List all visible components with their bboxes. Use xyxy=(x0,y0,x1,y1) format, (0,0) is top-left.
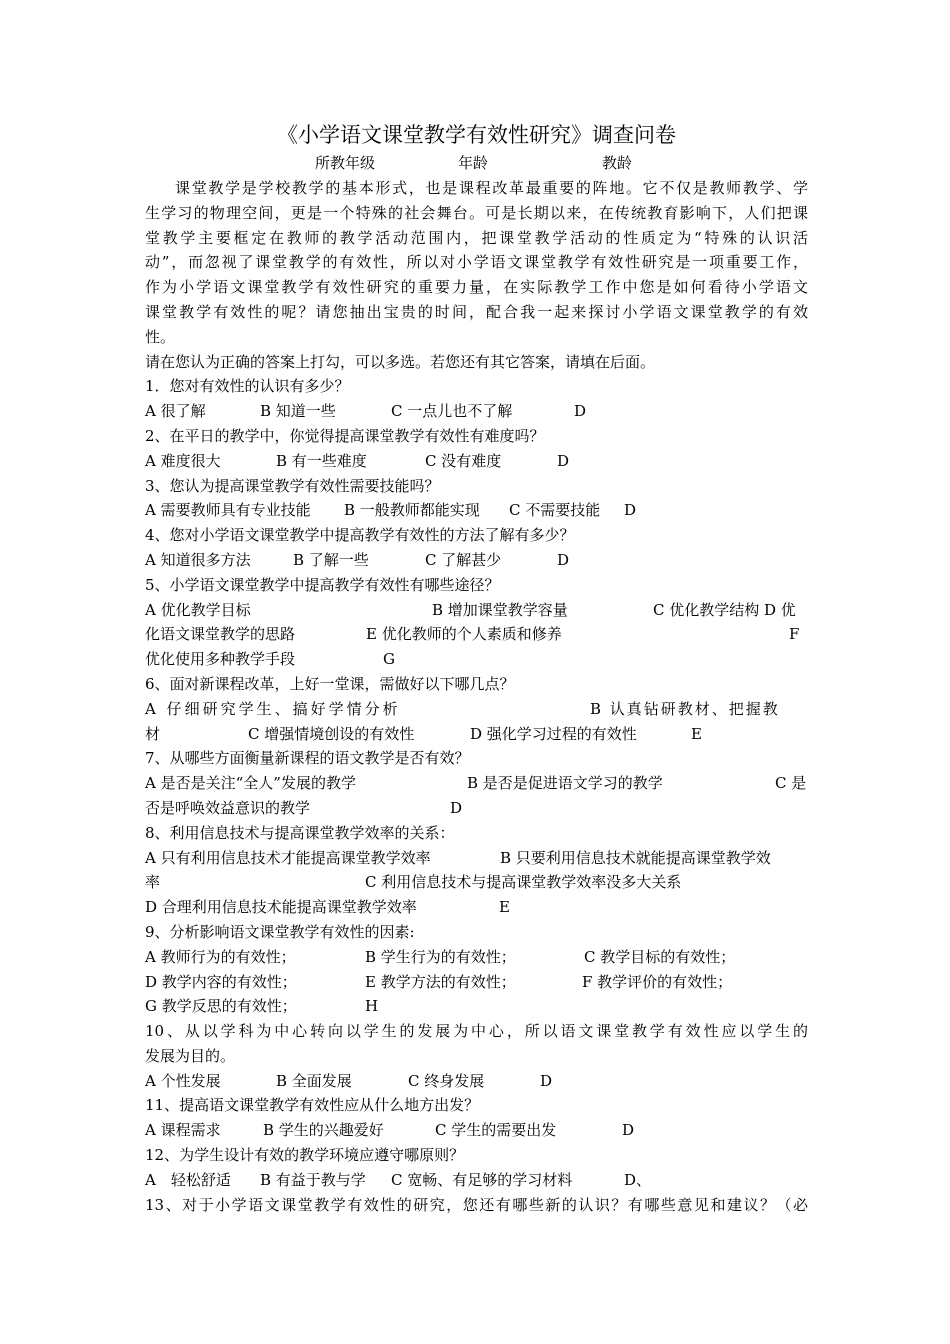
q7-option-c[interactable]: C 是 xyxy=(775,774,807,793)
q5-option-c[interactable]: C 优化教学结构 D 优 xyxy=(653,600,796,619)
q5-option-e[interactable]: E 优化教师的个人素质和修养 xyxy=(366,625,562,644)
q9-option-g[interactable]: G 教学反思的有效性； xyxy=(145,997,297,1016)
q8-option-e[interactable]: E xyxy=(499,898,510,917)
q7-option-c-cont[interactable]: 否是呼唤效益意识的教学 xyxy=(145,798,311,817)
q8-option-c[interactable]: C 利用信息技术与提高课堂教学效率没多大关系 xyxy=(365,873,682,892)
q9-option-d[interactable]: D 教学内容的有效性； xyxy=(145,972,297,991)
q6-option-b[interactable]: B 认真钻研教材、把握教 xyxy=(590,699,780,718)
q9-option-b[interactable]: B 学生行为的有效性； xyxy=(365,947,516,966)
q6-option-a[interactable]: A 仔细研究学生、搞好学情分析 xyxy=(145,699,401,718)
question-5-options-line-2 xyxy=(145,622,808,647)
q9-option-a[interactable]: A 教师行为的有效性； xyxy=(145,947,296,966)
q11-option-c[interactable]: C 学生的需要出发 xyxy=(435,1121,557,1140)
q6-option-c[interactable]: C 增强情境创设的有效性 xyxy=(248,724,415,743)
q4-option-d[interactable]: D xyxy=(557,550,570,569)
header-fields xyxy=(145,152,808,176)
q11-option-b[interactable]: B 学生的兴趣爱好 xyxy=(263,1121,384,1140)
question-1: 1．您对有效性的认识有多少？ xyxy=(145,377,350,396)
q5-option-b[interactable]: B 增加课堂教学容量 xyxy=(432,600,568,619)
q8-option-a[interactable]: A 只有利用信息技术才能提高课堂教学效率 xyxy=(145,848,431,867)
question-4: 4、您对小学语文课堂教学中提高教学有效性的方法了解有多少？ xyxy=(145,526,575,545)
q1-option-a[interactable]: A 很了解 xyxy=(145,402,206,421)
q3-option-d[interactable]: D xyxy=(624,501,637,520)
q6-option-d[interactable]: D 强化学习过程的有效性 xyxy=(470,724,637,743)
q5-option-f[interactable]: F xyxy=(789,625,800,644)
document-title: 《小学语文课堂教学有效性研究》调查问卷 xyxy=(277,123,676,147)
question-5: 5、小学语文课堂教学中提高教学有效性有哪些途径？ xyxy=(145,575,500,594)
q12-option-d[interactable]: D、 xyxy=(624,1170,652,1189)
question-11-options xyxy=(145,1118,808,1143)
q2-option-c[interactable]: C 没有难度 xyxy=(425,451,502,470)
q3-option-b[interactable]: B 一般教师都能实现 xyxy=(344,501,480,520)
question-12: 12、为学生设计有效的教学环境应遵守哪原则？ xyxy=(145,1146,465,1165)
question-13: 13、对于小学语文课堂教学有效性的研究，您还有哪些新的认识？有哪些意见和建议？（必 xyxy=(145,1195,808,1214)
q9-option-c[interactable]: C 教学目标的有效性； xyxy=(584,947,736,966)
q6-option-e[interactable]: E xyxy=(691,724,702,743)
question-6-options-line-1 xyxy=(145,697,808,722)
question-7-options-line-1 xyxy=(145,771,808,796)
question-8-options-line-2 xyxy=(145,870,808,895)
q10-option-c[interactable]: C 终身发展 xyxy=(408,1071,485,1090)
q11-option-d[interactable]: D xyxy=(622,1121,635,1140)
intro-paragraph xyxy=(145,176,808,350)
q3-option-a[interactable]: A 需要教师具有专业技能 xyxy=(145,501,311,520)
q2-option-b[interactable]: B 有一些难度 xyxy=(276,451,367,470)
question-8: 8、利用信息技术与提高课堂教学效率的关系： xyxy=(145,823,455,842)
field-teaching-years: 教龄 xyxy=(602,154,633,172)
question-11: 11、提高语文课堂教学有效性应从什么地方出发？ xyxy=(145,1096,480,1115)
question-8-options-line-3 xyxy=(145,895,808,920)
question-1-options xyxy=(145,399,808,424)
question-7-options-line-2 xyxy=(145,796,808,821)
question-9: 9、分析影响语文课堂教学有效性的因素: xyxy=(145,922,415,941)
q1-option-c[interactable]: C 一点儿也不了解 xyxy=(391,402,513,421)
question-3: 3、您认为提高课堂教学有效性需要技能吗？ xyxy=(145,476,440,495)
q7-option-d[interactable]: D xyxy=(450,798,463,817)
q5-option-f-cont[interactable]: 优化使用多种教学手段 xyxy=(145,650,296,669)
field-grade: 所教年级 xyxy=(315,154,376,172)
q8-option-b-cont[interactable]: 率 xyxy=(145,873,161,892)
question-9-options-line-2 xyxy=(145,970,808,995)
q5-option-g[interactable]: G xyxy=(383,650,395,669)
q1-option-b[interactable]: B 知道一些 xyxy=(260,402,336,421)
q4-option-c[interactable]: C 了解甚少 xyxy=(425,550,502,569)
question-7: 7、从哪些方面衡量新课程的语文教学是否有效？ xyxy=(145,749,470,768)
q11-option-a[interactable]: A 课程需求 xyxy=(145,1121,221,1140)
q7-option-b[interactable]: B 是否是促进语文学习的教学 xyxy=(467,774,663,793)
question-6: 6、面对新课程改革，上好一堂课，需做好以下哪几点？ xyxy=(145,674,515,693)
intro-line: 作为小学语文课堂教学有效性研究的重要力量，在实际教学工作中您是如何看待小学语文 xyxy=(145,278,808,297)
questionnaire-page xyxy=(145,118,808,1217)
q12-option-a[interactable]: A 轻松舒适 xyxy=(145,1170,231,1189)
question-10: 10、从以学科为中心转向以学生的发展为中心，所以语文课堂教学有效性应以学生的 xyxy=(145,1022,808,1041)
intro-line: 课堂教学有效性的呢？请您抽出宝贵的时间，配合我一起来探讨小学语文课堂教学的有效 xyxy=(145,302,808,321)
q4-option-b[interactable]: B 了解一些 xyxy=(293,550,369,569)
q4-option-a[interactable]: A 知道很多方法 xyxy=(145,550,251,569)
question-4-options xyxy=(145,548,808,573)
intro-line: 动”，而忽视了课堂教学的有效性，所以对小学语文课堂教学有效性研究是一项重要工作， xyxy=(145,253,808,272)
question-6-options-line-2 xyxy=(145,722,808,747)
q5-option-d-cont[interactable]: 化语文课堂教学的思路 xyxy=(145,625,296,644)
q1-option-d[interactable]: D xyxy=(574,402,587,421)
q9-option-h[interactable]: H xyxy=(365,997,379,1016)
q6-option-b-cont[interactable]: 材 xyxy=(145,724,161,743)
question-9-options-line-3 xyxy=(145,994,808,1019)
q12-option-c[interactable]: C 宽畅、有足够的学习材料 xyxy=(391,1170,573,1189)
question-10-cont: 发展为目的。 xyxy=(145,1046,236,1065)
question-8-options-line-1 xyxy=(145,846,808,871)
q12-option-b[interactable]: B 有益于教与学 xyxy=(260,1170,366,1189)
q5-option-a[interactable]: A 优化教学目标 xyxy=(145,600,251,619)
q10-option-b[interactable]: B 全面发展 xyxy=(276,1071,352,1090)
intro-line: 性。 xyxy=(145,327,176,346)
q2-option-d[interactable]: D xyxy=(557,451,570,470)
q8-option-b[interactable]: B 只要利用信息技术就能提高课堂教学效 xyxy=(500,848,771,867)
question-2-options xyxy=(145,449,808,474)
question-9-options-line-1 xyxy=(145,945,808,970)
question-5-options-line-3 xyxy=(145,647,808,672)
question-12-options xyxy=(145,1168,808,1193)
intro-line: 生学习的物理空间，更是一个特殊的社会舞台。可是长期以来，在传统教育影响下，人们把课 xyxy=(145,203,808,222)
instruction: 请在您认为正确的答案上打勾，可以多选。若您还有其它答案，请填在后面。 xyxy=(145,352,656,371)
q10-option-a[interactable]: A 个性发展 xyxy=(145,1071,221,1090)
question-3-options xyxy=(145,498,808,523)
q9-option-f[interactable]: F 教学评价的有效性； xyxy=(582,972,733,991)
question-5-options-line-1 xyxy=(145,598,808,623)
q7-option-a[interactable]: A 是否是关注“全人”发展的教学 xyxy=(145,774,356,793)
question-10-options xyxy=(145,1069,808,1094)
intro-line: 课堂教学是学校教学的基本形式，也是课程改革最重要的阵地。它不仅是教师教学、学 xyxy=(175,179,808,197)
question-2: 2、在平日的教学中，你觉得提高课堂教学有效性有难度吗？ xyxy=(145,426,545,445)
field-age: 年龄 xyxy=(458,154,489,172)
q3-option-c[interactable]: C 不需要技能 xyxy=(509,501,601,520)
q8-option-d[interactable]: D 合理利用信息技术能提高课堂教学效率 xyxy=(145,898,417,917)
q9-option-e[interactable]: E 教学方法的有效性； xyxy=(365,972,516,991)
q2-option-a[interactable]: A 难度很大 xyxy=(145,451,221,470)
q10-option-d[interactable]: D xyxy=(540,1071,553,1090)
intro-line: 堂教学主要框定在教师的教学活动范围内，把课堂教学活动的性质定为“特殊的认识活 xyxy=(145,228,808,247)
